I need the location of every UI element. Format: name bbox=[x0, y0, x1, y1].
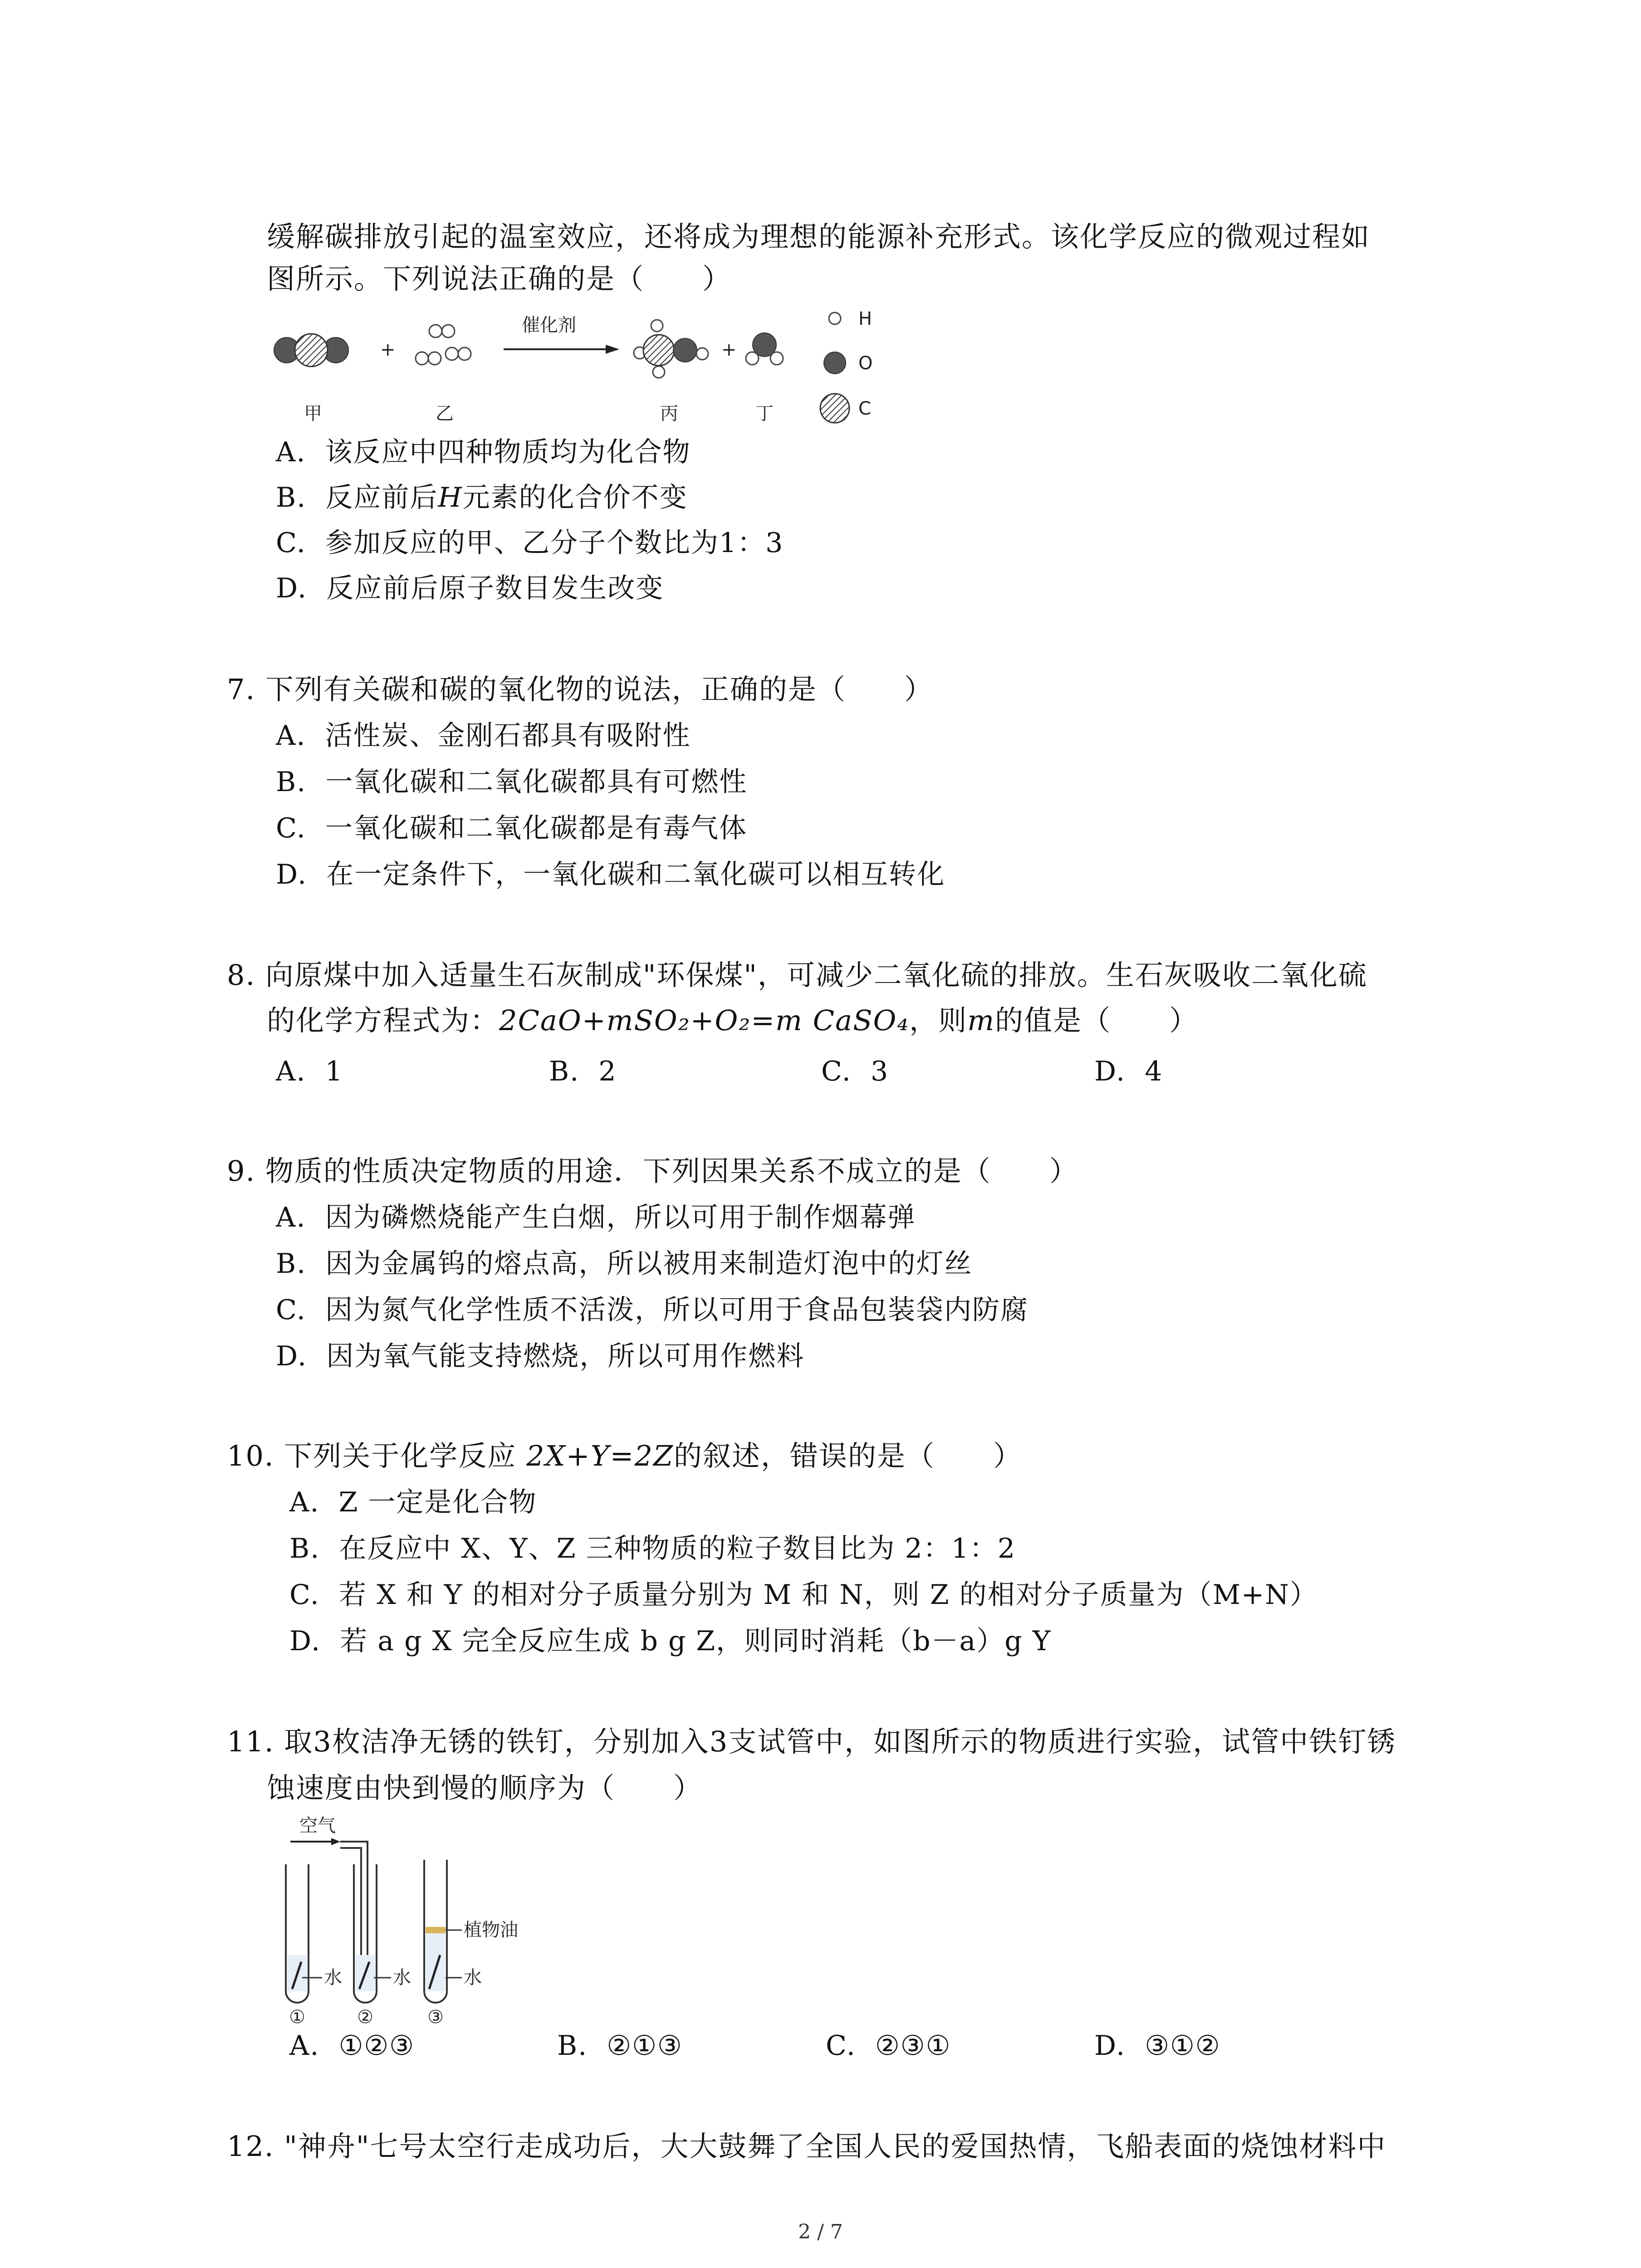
molecule-ding-icon bbox=[746, 333, 783, 365]
q8-var-m: m bbox=[967, 1004, 995, 1037]
molecule-jia-icon bbox=[274, 334, 348, 367]
q6-option-c-text: 参加反应的甲、乙分子个数比为1：3 bbox=[325, 527, 784, 559]
q6-option-d bbox=[276, 569, 664, 607]
q8-stem-line1: 8. 向原煤中加入适量生石灰制成"环保煤"，可减少二氧化硫的排放。生石灰吸收二氧化硫 bbox=[227, 958, 1367, 992]
q9-option-a bbox=[276, 1198, 916, 1237]
q11-option-c bbox=[826, 2027, 951, 2065]
q11-option-c-text: ②③① bbox=[875, 2030, 951, 2062]
label-jia: 甲 bbox=[304, 403, 322, 424]
plus-sign-1: + bbox=[380, 339, 396, 360]
q8-option-b-key: B. bbox=[549, 1056, 580, 1087]
white-circle-atom-icon bbox=[829, 313, 841, 324]
q11-option-a-text: ①②③ bbox=[338, 2030, 415, 2062]
q11-option-b bbox=[557, 2027, 683, 2065]
molecule-bing-icon bbox=[634, 320, 708, 378]
q11-option-a-key: A. bbox=[289, 2030, 320, 2062]
q7-option-b bbox=[276, 763, 747, 801]
q6-option-a-text: 该反应中四种物质均为化合物 bbox=[325, 436, 691, 468]
q6-option-d-text: 反应前后原子数目发生改变 bbox=[326, 572, 664, 604]
gray-circle-atom-icon bbox=[824, 352, 846, 374]
tube1-water-label: 水 bbox=[324, 1967, 342, 1988]
q8-option-a-text: 1 bbox=[325, 1056, 343, 1087]
q10-option-c-text: 若 X 和 Y 的相对分子质量分别为 M 和 N，则 Z 的相对分子质量为（M+N） bbox=[339, 1579, 1318, 1611]
q8-equation: 2CaO+mSO₂+O₂=m CaSO₄ bbox=[499, 1004, 910, 1037]
tube3-number: ③ bbox=[427, 2007, 444, 2028]
tube3-oil-label: 植物油 bbox=[464, 1920, 518, 1941]
q10-option-b bbox=[289, 1530, 1016, 1568]
q8-stem-line2-a: 的化学方程式为： bbox=[267, 1004, 500, 1037]
q9-option-b-key: B. bbox=[276, 1248, 307, 1280]
label-yi: 乙 bbox=[436, 403, 454, 424]
q7-option-a-key: A. bbox=[276, 720, 306, 752]
q10-option-c bbox=[289, 1576, 1318, 1614]
q10-stem-b: 的叙述，错误的是（ ） bbox=[673, 1439, 1022, 1472]
legend-c: C bbox=[858, 398, 871, 419]
catalyst-label: 催化剂 bbox=[522, 315, 576, 336]
q12-stem-line1: 12. "神舟"七号太空行走成功后，大大鼓舞了全国人民的爱国热情，飞船表面的烧蚀材料中 bbox=[227, 2130, 1386, 2163]
legend-h: H bbox=[858, 308, 872, 329]
q10-option-c-key: C. bbox=[289, 1579, 320, 1611]
tube2-number: ② bbox=[357, 2007, 373, 2028]
molecule-yi-icon bbox=[416, 325, 471, 365]
q10-option-d-text: 若 a g X 完全反应生成 b g Z，则同时消耗（b－a）g Y bbox=[340, 1625, 1052, 1657]
q8-stem-line2-b: ，则 bbox=[909, 1004, 968, 1037]
q7-option-d-text: 在一定条件下，一氧化碳和二氧化碳可以相互转化 bbox=[326, 859, 945, 890]
hatched-circle-atom-icon bbox=[820, 394, 849, 423]
page-number: 2 / 7 bbox=[798, 2220, 843, 2244]
tube2-water-label: 水 bbox=[393, 1967, 411, 1988]
q7-option-b-text: 一氧化碳和二氧化碳都具有可燃性 bbox=[325, 766, 748, 798]
q6-intro-line2: 图所示。下列说法正确的是（ ） bbox=[267, 262, 732, 295]
q8-stem-line2-c: 的值是（ ） bbox=[995, 1004, 1199, 1037]
q11-option-d-key: D. bbox=[1094, 2030, 1126, 2062]
q8-option-b bbox=[549, 1052, 617, 1090]
q7-option-c-key: C. bbox=[276, 812, 306, 844]
q8-stem-line2 bbox=[267, 1002, 1198, 1040]
q6-option-b bbox=[276, 479, 688, 517]
q8-option-c-text: 3 bbox=[871, 1056, 889, 1087]
label-bing: 丙 bbox=[660, 403, 678, 424]
q9-option-c-key: C. bbox=[276, 1294, 306, 1326]
q7-option-c bbox=[276, 809, 747, 847]
q8-option-c-key: C. bbox=[821, 1056, 852, 1087]
q7-option-a bbox=[276, 717, 691, 755]
q8-option-d bbox=[1094, 1052, 1163, 1090]
q10-option-a-text: Z 一定是化合物 bbox=[338, 1486, 537, 1518]
q11-option-c-key: C. bbox=[826, 2030, 856, 2062]
q10-equation: 2X+Y=2Z bbox=[526, 1439, 674, 1472]
legend-o: O bbox=[858, 353, 873, 374]
q6-option-c-key: C. bbox=[276, 527, 306, 559]
q8-option-a bbox=[276, 1052, 343, 1090]
q9-option-c bbox=[276, 1291, 1029, 1329]
q10-option-d-key: D. bbox=[289, 1625, 321, 1657]
q11-option-b-key: B. bbox=[557, 2030, 588, 2062]
test-tube-2-icon bbox=[354, 1864, 411, 2028]
q6-option-b-text-b: 元素的化合价不变 bbox=[462, 482, 688, 513]
q6-option-b-key: B. bbox=[276, 482, 307, 513]
q10-option-d bbox=[289, 1622, 1051, 1660]
q6-option-a-key: A. bbox=[276, 436, 306, 468]
q9-option-b-text: 因为金属钨的熔点高，所以被用来制造灯泡中的灯丝 bbox=[325, 1248, 973, 1280]
q6-option-b-var: H bbox=[438, 482, 463, 513]
q6-intro-line1: 缓解碳排放引起的温室效应，还将成为理想的能源补充形式。该化学反应的微观过程如 bbox=[267, 220, 1371, 253]
q7-option-c-text: 一氧化碳和二氧化碳都是有毒气体 bbox=[325, 812, 747, 844]
q7-option-b-key: B. bbox=[276, 766, 307, 798]
q10-stem-a: 10. 下列关于化学反应 bbox=[227, 1439, 527, 1472]
q6-option-b-text-a: 反应前后 bbox=[325, 482, 438, 513]
q11-test-tube-figure bbox=[272, 1810, 563, 2028]
test-tube-1-icon bbox=[286, 1864, 342, 2028]
q9-option-a-key: A. bbox=[276, 1202, 306, 1233]
q8-option-d-key: D. bbox=[1094, 1056, 1126, 1087]
air-label: 空气 bbox=[299, 1815, 336, 1836]
q9-option-b bbox=[276, 1245, 972, 1283]
q11-option-b-text: ②①③ bbox=[607, 2030, 683, 2062]
tube1-number: ① bbox=[289, 2007, 305, 2028]
q11-stem-line2: 蚀速度由快到慢的顺序为（ ） bbox=[267, 1771, 703, 1804]
q6-option-d-key: D. bbox=[276, 572, 308, 604]
q7-option-d-key: D. bbox=[276, 859, 308, 890]
q11-option-d-text: ③①② bbox=[1145, 2030, 1221, 2062]
atom-legend bbox=[820, 308, 872, 423]
q11-stem-line1: 11. 取3枚洁净无锈的铁钉，分别加入3支试管中，如图所示的物质进行实验，试管中铁钉锈 bbox=[227, 1725, 1396, 1758]
q6-option-c bbox=[276, 524, 784, 562]
q7-option-d bbox=[276, 855, 945, 894]
q8-option-b-text: 2 bbox=[598, 1056, 617, 1087]
q10-option-b-key: B. bbox=[289, 1533, 320, 1564]
q6-option-a bbox=[276, 433, 691, 471]
q9-option-c-text: 因为氮气化学性质不活泼，所以可用于食品包装袋内防腐 bbox=[325, 1294, 1029, 1326]
q7-option-a-text: 活性炭、金刚石都具有吸附性 bbox=[325, 720, 691, 752]
label-ding: 丁 bbox=[755, 403, 774, 424]
q7-stem: 7. 下列有关碳和碳的氧化物的说法，正确的是（ ） bbox=[227, 673, 933, 706]
q9-option-d-key: D. bbox=[276, 1340, 308, 1372]
q9-option-d-text: 因为氧气能支持燃烧，所以可用作燃料 bbox=[326, 1340, 805, 1372]
q9-option-a-text: 因为磷燃烧能产生白烟，所以可用于制作烟幕弹 bbox=[325, 1202, 916, 1233]
q8-option-d-text: 4 bbox=[1145, 1056, 1163, 1087]
q8-option-c bbox=[821, 1052, 889, 1090]
q9-stem: 9. 物质的性质决定物质的用途．下列因果关系不成立的是（ ） bbox=[227, 1154, 1078, 1188]
q11-option-a bbox=[289, 2027, 415, 2065]
q10-stem bbox=[227, 1437, 1022, 1475]
q6-reaction-figure bbox=[263, 299, 926, 435]
plus-sign-2: + bbox=[721, 339, 737, 360]
q10-option-b-text: 在反应中 X、Y、Z 三种物质的粒子数目比为 2：1：2 bbox=[339, 1533, 1016, 1564]
q10-option-a-key: A. bbox=[289, 1486, 320, 1518]
q9-option-d bbox=[276, 1337, 804, 1375]
test-tube-3-icon bbox=[424, 1860, 518, 2028]
q8-option-a-key: A. bbox=[276, 1056, 306, 1087]
tube3-water-label: 水 bbox=[464, 1967, 482, 1988]
q11-option-d bbox=[1094, 2027, 1221, 2065]
q10-option-a bbox=[289, 1483, 537, 1521]
